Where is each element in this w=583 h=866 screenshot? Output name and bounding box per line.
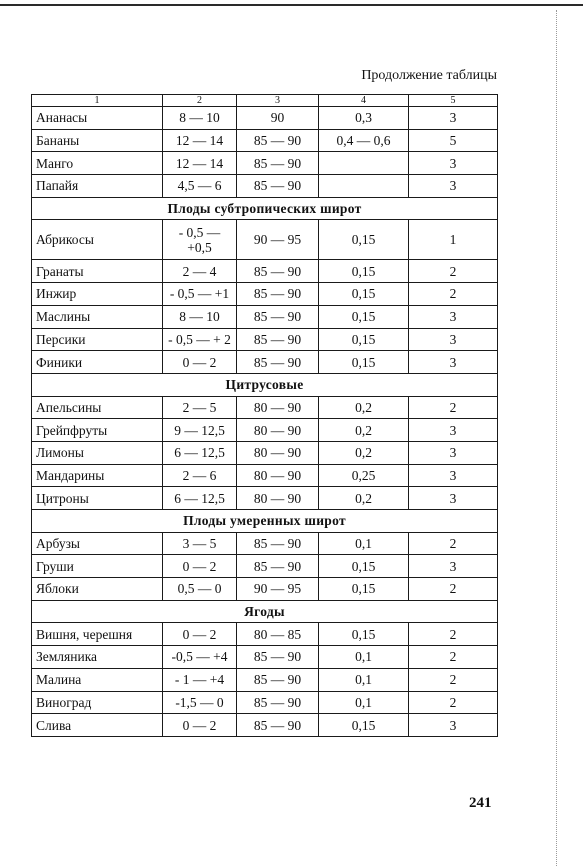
column-5-cell: 2 [409,668,498,691]
product-name-cell: Слива [32,714,163,737]
column-4-cell: 0,15 [319,578,409,601]
column-4-cell: 0,1 [319,668,409,691]
temperature-cell: 0 — 2 [163,351,237,374]
column-header: 4 [319,95,409,107]
humidity-cell: 90 — 95 [237,578,319,601]
table-row [32,220,498,260]
humidity-cell: 85 — 90 [237,129,319,152]
product-name-cell: Апельсины [32,396,163,419]
product-name-cell: Вишня, черешня [32,623,163,646]
product-name-cell: Манго [32,152,163,175]
column-header: 1 [32,95,163,107]
column-5-cell: 3 [409,328,498,351]
table-row [32,623,498,646]
temperature-cell: 0,5 — 0 [163,578,237,601]
product-name-cell: Арбузы [32,532,163,555]
table-row [32,691,498,714]
top-rule [0,0,583,6]
product-name-cell: Яблоки [32,578,163,601]
humidity-cell: 80 — 90 [237,441,319,464]
column-4-cell: 0,3 [319,107,409,130]
column-5-cell: 3 [409,152,498,175]
column-5-cell: 3 [409,714,498,737]
temperature-cell: 12 — 14 [163,129,237,152]
column-4-cell: 0,15 [319,714,409,737]
column-4-cell: 0,15 [319,555,409,578]
humidity-cell: 85 — 90 [237,714,319,737]
humidity-cell: 85 — 90 [237,175,319,198]
table-row [32,578,498,601]
table-row [32,464,498,487]
product-name-cell: Маслины [32,305,163,328]
product-name-cell: Папайя [32,175,163,198]
temperature-cell: - 1 — +4 [163,668,237,691]
product-name-cell: Лимоны [32,441,163,464]
product-name-cell: Груши [32,555,163,578]
column-5-cell: 3 [409,175,498,198]
column-4-cell: 0,2 [319,441,409,464]
table-row [32,396,498,419]
temperature-cell: - 0,5 — +0,5 [163,220,237,260]
table-row [32,441,498,464]
section-heading: Плоды умеренных широт [32,510,498,533]
table-row [32,714,498,737]
product-name-cell: Земляника [32,646,163,669]
column-5-cell: 5 [409,129,498,152]
temperature-cell: 2 — 5 [163,396,237,419]
product-name-cell: Гранаты [32,260,163,283]
column-header: 2 [163,95,237,107]
column-4-cell: 0,15 [319,351,409,374]
table-row [32,305,498,328]
page-edge [556,10,558,866]
temperature-cell: 0 — 2 [163,555,237,578]
temperature-cell: - 0,5 — + 2 [163,328,237,351]
section-row [32,510,498,533]
product-name-cell: Малина [32,668,163,691]
column-5-cell: 3 [409,305,498,328]
column-5-cell: 2 [409,691,498,714]
humidity-cell: 85 — 90 [237,260,319,283]
humidity-cell: 85 — 90 [237,152,319,175]
section-heading: Цитрусовые [32,373,498,396]
section-heading: Плоды субтропических широт [32,197,498,220]
column-5-cell: 3 [409,441,498,464]
humidity-cell: 80 — 90 [237,419,319,442]
column-4-cell: 0,2 [319,419,409,442]
column-5-cell: 3 [409,419,498,442]
temperature-cell: 4,5 — 6 [163,175,237,198]
temperature-cell: 12 — 14 [163,152,237,175]
column-5-cell: 3 [409,555,498,578]
temperature-cell: -1,5 — 0 [163,691,237,714]
column-5-cell: 2 [409,532,498,555]
humidity-cell: 85 — 90 [237,328,319,351]
humidity-cell: 85 — 90 [237,691,319,714]
product-name-cell: Виноград [32,691,163,714]
temperature-cell: 0 — 2 [163,714,237,737]
table-row [32,283,498,306]
product-name-cell: Инжир [32,283,163,306]
column-4-cell: 0,2 [319,396,409,419]
product-name-cell: Грейпфруты [32,419,163,442]
table-row [32,487,498,510]
temperature-cell: 8 — 10 [163,305,237,328]
table-row [32,419,498,442]
humidity-cell: 85 — 90 [237,646,319,669]
humidity-cell: 90 — 95 [237,220,319,260]
product-name-cell: Финики [32,351,163,374]
product-name-cell: Персики [32,328,163,351]
table-row [32,260,498,283]
temperature-cell: 2 — 6 [163,464,237,487]
table-row [32,107,498,130]
table-row [32,532,498,555]
column-4-cell: 0,15 [319,283,409,306]
page-number: 241 [469,795,492,811]
product-name-cell: Мандарины [32,464,163,487]
humidity-cell: 90 [237,107,319,130]
table-row [32,646,498,669]
column-4-cell: 0,25 [319,464,409,487]
column-4-cell: 0,1 [319,691,409,714]
column-5-cell: 2 [409,396,498,419]
product-name-cell: Абрикосы [32,220,163,260]
humidity-cell: 80 — 90 [237,487,319,510]
column-5-cell: 2 [409,260,498,283]
column-4-cell: 0,15 [319,220,409,260]
temperature-cell: 9 — 12,5 [163,419,237,442]
humidity-cell: 85 — 90 [237,305,319,328]
humidity-cell: 85 — 90 [237,283,319,306]
table-row [32,328,498,351]
table-row [32,129,498,152]
temperature-cell: 6 — 12,5 [163,441,237,464]
humidity-cell: 85 — 90 [237,351,319,374]
table-row [32,175,498,198]
table-body [32,107,498,737]
section-heading: Ягоды [32,600,498,623]
product-name-cell: Ананасы [32,107,163,130]
section-row [32,600,498,623]
column-4-cell: 0,2 [319,487,409,510]
humidity-cell: 80 — 90 [237,396,319,419]
storage-table [31,94,498,737]
table-row [32,668,498,691]
column-header: 5 [409,95,498,107]
humidity-cell: 80 — 85 [237,623,319,646]
column-4-cell: 0,1 [319,646,409,669]
column-header: 3 [237,95,319,107]
column-5-cell: 1 [409,220,498,260]
column-4-cell: 0,4 — 0,6 [319,129,409,152]
column-5-cell: 3 [409,107,498,130]
column-4-cell: 0,15 [319,328,409,351]
humidity-cell: 80 — 90 [237,464,319,487]
column-5-cell: 3 [409,487,498,510]
temperature-cell: - 0,5 — +1 [163,283,237,306]
section-row [32,197,498,220]
table-row [32,351,498,374]
temperature-cell: 6 — 12,5 [163,487,237,510]
column-4-cell [319,175,409,198]
temperature-cell: 2 — 4 [163,260,237,283]
column-5-cell: 2 [409,578,498,601]
humidity-cell: 85 — 90 [237,668,319,691]
column-5-cell: 3 [409,351,498,374]
column-5-cell: 2 [409,623,498,646]
table-row [32,555,498,578]
temperature-cell: -0,5 — +4 [163,646,237,669]
column-4-cell: 0,15 [319,623,409,646]
column-4-cell [319,152,409,175]
column-5-cell: 2 [409,646,498,669]
table-caption: Продолжение таблицы [361,68,497,83]
product-name-cell: Цитроны [32,487,163,510]
humidity-cell: 85 — 90 [237,555,319,578]
temperature-cell: 3 — 5 [163,532,237,555]
header-row [32,95,498,107]
table-row [32,152,498,175]
section-row [32,373,498,396]
column-5-cell: 2 [409,283,498,306]
column-5-cell: 3 [409,464,498,487]
column-4-cell: 0,15 [319,260,409,283]
column-4-cell: 0,15 [319,305,409,328]
column-4-cell: 0,1 [319,532,409,555]
product-name-cell: Бананы [32,129,163,152]
temperature-cell: 0 — 2 [163,623,237,646]
temperature-cell: 8 — 10 [163,107,237,130]
humidity-cell: 85 — 90 [237,532,319,555]
